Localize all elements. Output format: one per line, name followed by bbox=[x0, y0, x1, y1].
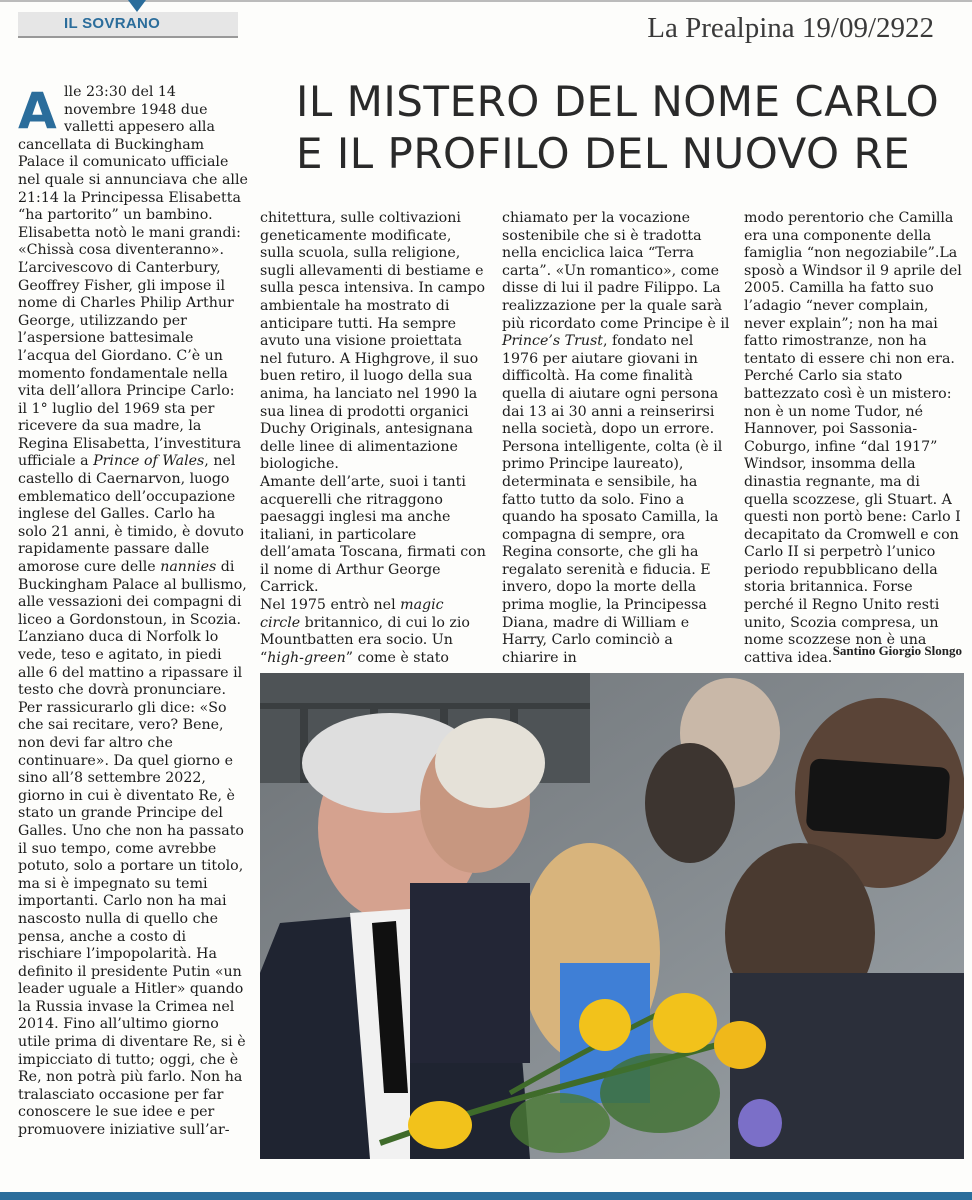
drop-cap: A bbox=[18, 82, 57, 140]
headline-line-2: E IL PROFILO DEL NUOVO RE bbox=[296, 129, 911, 178]
crowd-photo-illustration bbox=[260, 673, 964, 1159]
headline-line-1: IL MISTERO DEL NOME CARLO bbox=[296, 77, 940, 126]
paragraph: L’arcivescovo di Canterbury, Geoffrey Fisher, gli impose il nome di Charles Philip Arthur George, utilizzando per l’aspersione battesimale l’acqua del Giordano. C’è un momento fondamentale nella vita dell’allora Principe Carlo: il 1° luglio del 1969 sta per ricevere da sua madre, la Regina Elisabetta, l’investitura ufficiale a Prince of Wales, nel castello di Caernarvon, luogo emblematico dell’occupazione inglese del Galles. Carlo ha solo 21 anni, è timido, è dovuto rapidamente passare dalle amorose cure delle nannies di Buckingham Palace al bullismo, alle vessazioni dei compagni di liceo a Gordonstoun, in Scozia. bbox=[18, 259, 247, 628]
paragraph: lle 23:30 del 14 novembre 1948 due valletti appesero alla cancellata di Buckingham Palace il comunicato ufficiale nel quale si annunciava che alle 21:14 la Principessa Elisabetta “ha partorito” un bambino. Elisabetta notò le mani grandi: «Chissà cosa diventeranno». bbox=[18, 84, 248, 259]
paragraph: Nel 1975 entrò nel magic circle britannico, di cui lo zio Mountbatten era socio. Un “high-green” come è stato bbox=[260, 597, 470, 666]
masthead: La Prealpina 19/09/2922 bbox=[647, 12, 934, 44]
article-column-2 bbox=[260, 210, 488, 667]
author-signature: Santino Giorgio Slongo bbox=[832, 643, 962, 658]
paragraph: Persona intelligente, colta (è il primo Principe laureato), determinata e sensibile, ha fatto tutto da solo. Fino a quando ha sposato Camilla, la compagna di sempre, ora Regina consorte, che gli ha regalato serenità e fiducia. E invero, dopo la morte della prima moglie, la Principessa Diana, madre di William e Harry, Carlo cominciò a chiarire in bbox=[502, 438, 723, 666]
paragraph: Amante dell’arte, suoi i tanti acquerelli che ritraggono paesaggi inglesi ma anche italiani, in particolare dell’amata Toscana, firmati con il nome di Arthur George Carrick. bbox=[260, 473, 486, 596]
article-column-3 bbox=[502, 210, 730, 667]
bottom-rule bbox=[0, 1192, 972, 1200]
paragraph: chitettura, sulle coltivazioni geneticamente modificate, sulla scuola, sulla religione, sugli allevamenti di bestiame e sulla pesca intensiva. In campo ambientale ha mostrato di anticipare tutti. Ha sempre avuto una visione proiettata nel futuro. A Highgrove, il suo buen retiro, il luogo della sua anima, ha lanciato nel 1990 la sua linea di prodotti organici Duchy Originals, antesignana delle linee di alimentazione biologiche. bbox=[260, 210, 486, 473]
section-label: IL SOVRANO bbox=[64, 15, 161, 32]
paragraph: L’anziano duca di Norfolk lo vede, teso e agitato, in piedi alle 6 del mattino a ripassare il testo che dovrà pronunciare. Per rassicurarlo gli dice: «So che sai recitare, vero? Bene, non devi far altro che continuare». Da quel giorno e sino all’8 settembre 2022, giorno in cui è diventato Re, è stato un grande Principe del Galles. Uno che non ha passato il suo tempo, come avrebbe potuto, solo a portare un titolo, ma si è impegnato su temi importanti. Carlo non ha mai nascosto nulla di quello che pensa, anche a costo di rischiare l’impopolarità. Ha definito il presidente Putin «un leader uguale a Hitler» quando la Russia invase la Crimea nel 2014. Fino all’ultimo giorno utile prima di diventare Re, si è impicciato di tutto; oggi, che è Re, non potrà più farlo. Non ha tralasciato occasione per far conoscere le sue idee e per promuovere iniziative sull’ar- bbox=[18, 629, 246, 1139]
section-tag bbox=[18, 12, 238, 38]
section-arrow-icon bbox=[128, 0, 146, 12]
paragraph: modo perentorio che Camilla era una componente della famiglia “non negoziabile”.La sposò a Windsor il 9 aprile del 2005. Camilla ha fatto suo l’adagio “never complain, never explain”; non ha mai fatto rimostranze, non ha tentato di essere chi non era. bbox=[744, 210, 962, 367]
headline bbox=[296, 76, 956, 180]
paragraph: Perché Carlo sia stato battezzato così è un mistero: non è un nome Tudor, né Hannover, poi Sassonia-Coburgo, infine “dal 1917” Windsor, insomma della dinastia regnante, ma di quella scozzese, gli Stuart. A questi non portò bene: Carlo I decapitato da Cromwell e con Carlo II si perpetrò l’unico periodo repubblicano della storia britannica. Forse perché il Regno Unito resti unito, Scozia compresa, un nome scozzese non è una cattiva idea. bbox=[744, 368, 961, 666]
article-photo bbox=[260, 673, 964, 1159]
paragraph: chiamato per la vocazione sostenibile che si è tradotta nella enciclica laica “Terra carta”. «Un romantico», come disse di lui il padre Filippo. La realizzazione per la quale sarà più ricordato come Principe è il Prince’s Trust, fondato nel 1976 per aiutare giovani in difficoltà. Ha come finalità quella di aiutare ogni persona dai 13 ai 30 anni a reinserirsi nella società, dopo un errore. bbox=[502, 210, 730, 438]
article-column-1 bbox=[18, 84, 248, 1140]
article-column-4 bbox=[744, 210, 966, 667]
